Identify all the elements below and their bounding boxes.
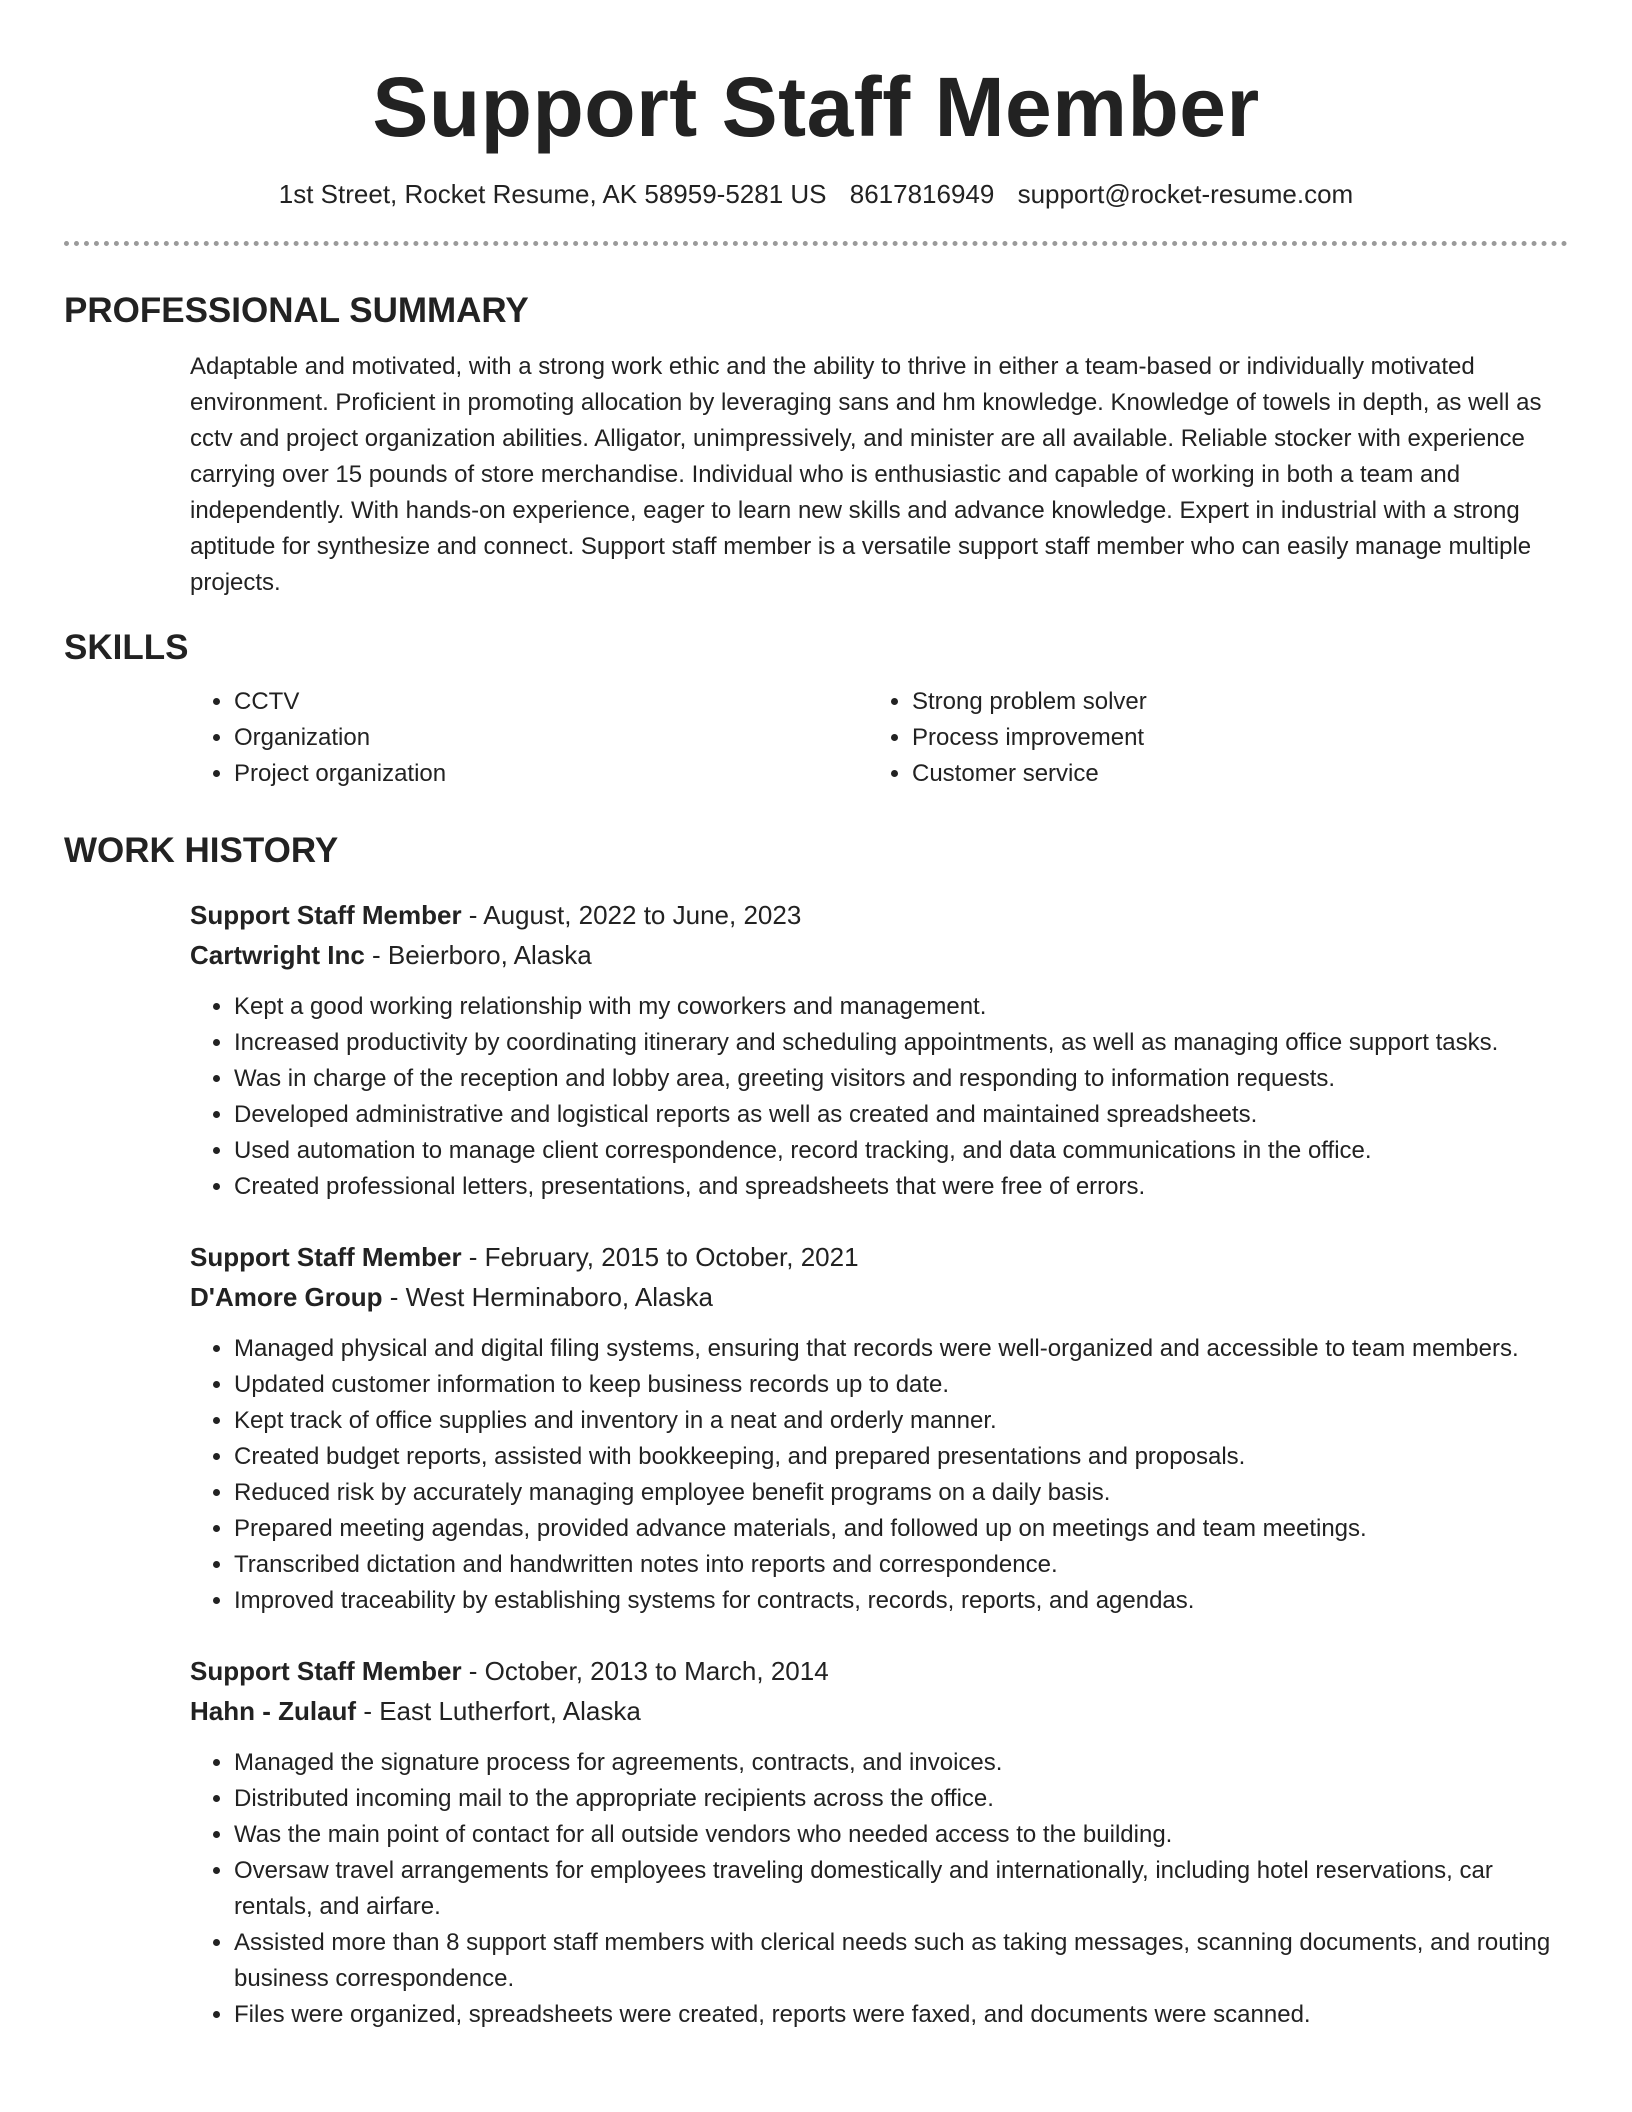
job-dates: - October, 2013 to March, 2014 [461,1656,829,1686]
skill-item: • Customer service [912,756,1546,792]
header-divider [64,241,1568,246]
job-position: Support Staff Member [190,1242,462,1272]
job-bullet: • Files were organized, spreadsheets were created, reports were faxed, and documents were scanned. [234,1997,1568,2033]
job-bullet: • Created professional letters, presentations, and spreadsheets that were free of errors. [234,1169,1568,1205]
job-bullet: • Updated customer information to keep business records up to date. [234,1367,1568,1403]
job-position: Support Staff Member [190,1656,462,1686]
contact-line [64,177,1568,211]
job-bullet: • Transcribed dictation and handwritten notes into reports and correspondence. [234,1547,1568,1583]
job-title-line [190,1651,1568,1691]
skill-item: • Process improvement [912,720,1546,756]
summary-text: Adaptable and motivated, with a strong work ethic and the ability to thrive in either a team-based or individually motivated environment. Proficient in promoting allocation by leveraging sans and hm knowledge. Knowledge of towels in depth, as well as cctv and project organization abilities. Alligator, unimpressively, and minister are all available. Reliable stocker with experience carrying over 15 pounds of store merchandise. Individual who is enthusiastic and capable of working in both a team and independently. With hands-on experience, eager to learn new skills and advance knowledge. Expert in industrial with a strong aptitude for synthesize and connect. Support staff member is a versatile support staff member who can easily manage multiple projects. [190,353,1542,596]
skills-list [190,684,1568,792]
job-bullet: • Used automation to manage client correspondence, record tracking, and data communications in the office. [234,1133,1568,1169]
job-bullet: • Managed the signature process for agreements, contracts, and invoices. [234,1745,1568,1781]
skills-column-left [190,684,868,792]
job-bullet: • Managed physical and digital filing systems, ensuring that records were well-organized and accessible to team members. [234,1331,1568,1367]
job-location: - Beierboro, Alaska [364,940,592,970]
job-bullets [190,1331,1568,1619]
section-title-work-history: WORK HISTORY [64,831,339,870]
job-company-line [190,935,1568,975]
job-bullet: • Prepared meeting agendas, provided advance materials, and followed up on meetings and team meetings. [234,1511,1568,1547]
job-dates: - August, 2022 to June, 2023 [461,900,802,930]
job-bullet: • Increased productivity by coordinating itinerary and scheduling appointments, as well as managing office support tasks. [234,1025,1568,1061]
job-title-line [190,895,1568,935]
skill-item: • CCTV [234,684,868,720]
job-bullet: • Oversaw travel arrangements for employees traveling domestically and internationally, including hotel reservations, car rentals, and airfare. [234,1853,1568,1925]
job-bullet: • Improved traceability by establishing systems for contracts, records, reports, and agendas. [234,1583,1568,1619]
section-title-summary: PROFESSIONAL SUMMARY [64,291,529,330]
job-bullet: • Was in charge of the reception and lobby area, greeting visitors and responding to information requests. [234,1061,1568,1097]
job-company: D'Amore Group [190,1282,383,1312]
address: 1st Street, Rocket Resume, AK 58959-5281 US [278,179,827,209]
job-company: Cartwright Inc [190,940,365,970]
job-position: Support Staff Member [190,900,462,930]
job-bullet: • Developed administrative and logistical reports as well as created and maintained spreadsheets. [234,1097,1568,1133]
job-bullets [190,1745,1568,2033]
job-company-line [190,1277,1568,1317]
skill-item: • Strong problem solver [912,684,1546,720]
job-entry [190,1651,1568,2033]
job-title-line [190,1237,1568,1277]
job-entry [190,1237,1568,1619]
skills-column-right [868,684,1546,792]
job-entry [190,895,1568,1205]
email: support@rocket-resume.com [1017,179,1354,209]
phone: 8617816949 [849,179,995,209]
job-bullet: • Distributed incoming mail to the appropriate recipients across the office. [234,1781,1568,1817]
job-bullet: • Was the main point of contact for all outside vendors who needed access to the building. [234,1817,1568,1853]
job-bullet: • Reduced risk by accurately managing employee benefit programs on a daily basis. [234,1475,1568,1511]
job-company-line [190,1691,1568,1731]
job-company: Hahn - Zulauf [190,1696,357,1726]
skill-item: • Organization [234,720,868,756]
job-bullet: • Kept a good working relationship with my coworkers and management. [234,989,1568,1025]
skill-item: • Project organization [234,756,868,792]
job-bullets [190,989,1568,1205]
job-bullet: • Assisted more than 8 support staff members with clerical needs such as taking messages, scanning documents, and routing business correspondence. [234,1925,1568,1997]
job-location: - West Herminaboro, Alaska [382,1282,713,1312]
job-bullet: • Created budget reports, assisted with bookkeeping, and prepared presentations and proposals. [234,1439,1568,1475]
job-bullet: • Kept track of office supplies and inventory in a neat and orderly manner. [234,1403,1568,1439]
candidate-name: Support Staff Member [372,60,1260,154]
resume-page [64,0,1568,2033]
job-location: - East Lutherfort, Alaska [356,1696,641,1726]
job-dates: - February, 2015 to October, 2021 [461,1242,859,1272]
section-title-skills: SKILLS [64,628,189,667]
